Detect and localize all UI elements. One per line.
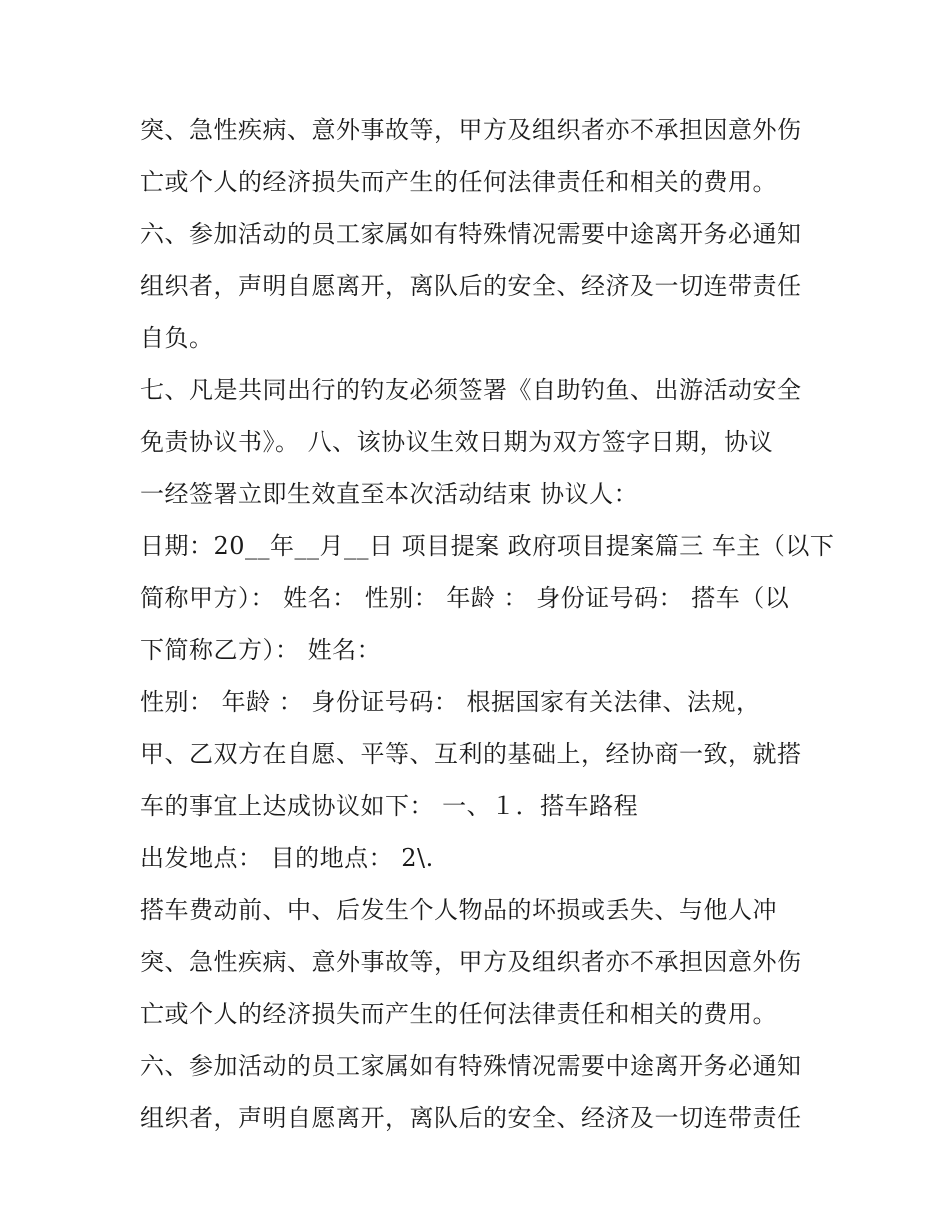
text-line: 自负。 — [140, 324, 214, 352]
text-line: 出发地点： 目的地点： 2\. — [140, 844, 434, 872]
text-line: 一经签署立即生效直至本次活动结束 协议人： — [140, 480, 639, 508]
text-line: 六、参加活动的员工家属如有特殊情况需要中途离开务必通知 — [140, 1052, 802, 1080]
text-line: 性别： 年龄 ： 身份证号码： 根据国家有关法律、法规， — [140, 688, 761, 716]
text-line: 搭车费动前、中、后发生个人物品的坏损或丢失、与他人冲 — [140, 896, 777, 924]
text-line: 组织者，声明自愿离开，离队后的安全、经济及一切连带责任 — [140, 1104, 802, 1132]
text-line: 甲、乙双方在自愿、平等、互利的基础上，经协商一致，就搭 — [140, 740, 802, 768]
text-line: 组织者，声明自愿离开，离队后的安全、经济及一切连带责任 — [140, 272, 802, 300]
text-line: 下简称乙方）： 姓名： — [140, 636, 382, 664]
text-line: 突、急性疾病、意外事故等，甲方及组织者亦不承担因意外伤 — [140, 948, 802, 976]
text-line: 日期：20__年__月__日 项目提案 政府项目提案篇三 车主（以下 — [140, 532, 835, 560]
text-line: 亡或个人的经济损失而产生的任何法律责任和相关的费用。 — [140, 168, 777, 196]
text-line: 免责协议书》。 八、该协议生效日期为双方签字日期，协议 — [140, 428, 774, 456]
text-line: 简称甲方）： 姓名： 性别： 年龄 ： 身份证号码： 搭车（以 — [140, 584, 790, 612]
text-line: 七、凡是共同出行的钓友必须签署《自助钓鱼、出游活动安全 — [140, 376, 802, 404]
document-body — [140, 104, 835, 1144]
text-line: 车的事宜上达成协议如下： 一、１．搭车路程 — [140, 792, 639, 820]
text-line: 六、参加活动的员工家属如有特殊情况需要中途离开务必通知 — [140, 220, 802, 248]
text-line: 亡或个人的经济损失而产生的任何法律责任和相关的费用。 — [140, 1000, 777, 1028]
text-line: 突、急性疾病、意外事故等，甲方及组织者亦不承担因意外伤 — [140, 116, 802, 144]
